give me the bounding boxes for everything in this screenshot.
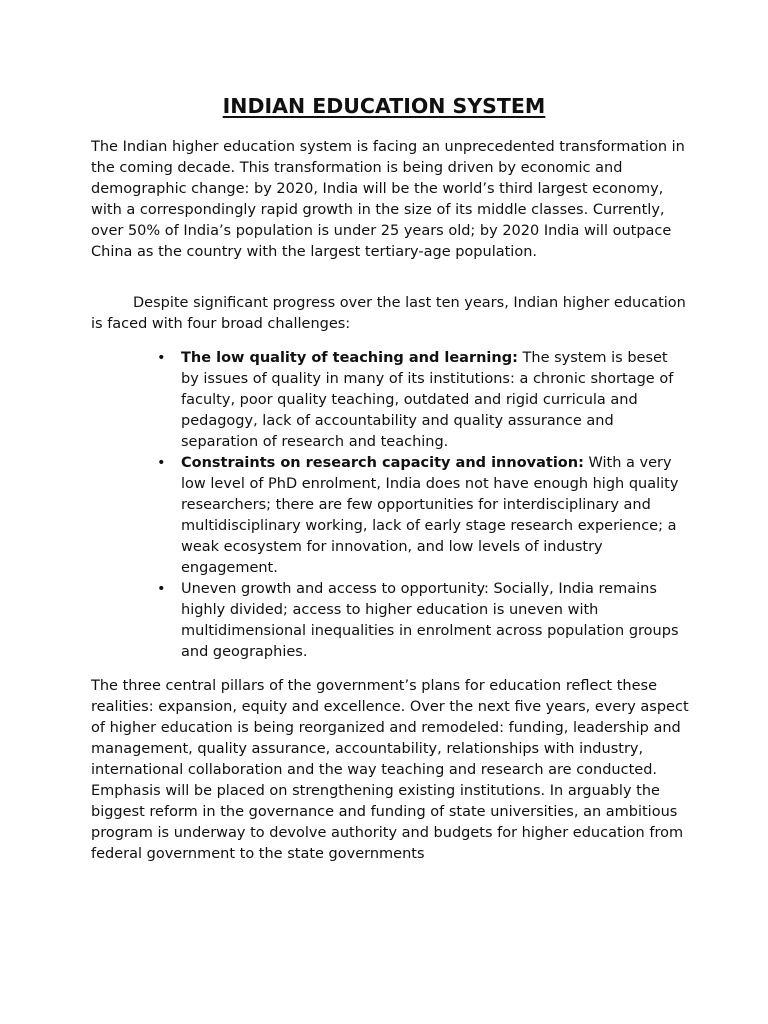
list-item — [157, 348, 681, 453]
paragraph-intro: The Indian higher education system is facing an unprecedented transformation in the coming decade. This transformation is being driven by economic and demographic change: by 2020, India will be the world’s third largest economy, with a correspondingly rapid growth in the size of its middle classes. Currently, over 50% of India’s population is under 25 years old; by 2020 India will outpace China as the country with the largest tertiary-age population. — [91, 139, 685, 260]
bullet-icon: • — [157, 581, 166, 597]
bullet-icon: • — [157, 455, 166, 471]
list-item-heading: Constraints on research capacity and innovation: — [181, 455, 584, 471]
bullet-icon: • — [157, 350, 166, 366]
paragraph-challenges-text: Despite significant progress over the last ten years, Indian higher education is faced with four broad challenges: — [91, 295, 686, 332]
paragraph-challenges-intro — [91, 293, 691, 335]
list-item-text: With a very low level of PhD enrolment, India does not have enough high quality researchers; there are few opportunities for interdisciplinary and multidisciplinary working, lack of early stage research experience; a weak ecosystem for innovation, and low levels of industry engagement. — [181, 455, 679, 576]
list-item-heading: The low quality of teaching and learning: — [181, 350, 518, 366]
list-item-text: The system is beset by issues of quality in many of its institutions: a chronic shortage of faculty, poor quality teaching, outdated and rigid curricula and pedagogy, lack of accountability and quality assurance and separation of research and teaching. — [181, 350, 674, 450]
list-item-text: Uneven growth and access to opportunity: Socially, India remains highly divided; access to higher education is uneven with multidimensional inequalities in enrolment across population groups and geographies. — [181, 581, 679, 660]
list-item — [157, 453, 681, 579]
paragraph-government-plans: The three central pillars of the government’s plans for education reflect these realities: expansion, equity and excellence. Over the next five years, every aspect of higher education is being reorganized and remodeled: funding, leadership and management, quality assurance, accountability, relationships with industry, international collaboration and the way teaching and research are conducted. Emphasis will be placed on strengthening existing institutions. In arguably the biggest reform in the governance and funding of state universities, an ambitious program is underway to devolve authority and budgets for higher education from federal government to the state governments — [91, 678, 689, 862]
challenges-list — [157, 348, 681, 663]
document-title: INDIAN EDUCATION SYSTEM — [222, 94, 546, 118]
list-item — [157, 579, 681, 663]
